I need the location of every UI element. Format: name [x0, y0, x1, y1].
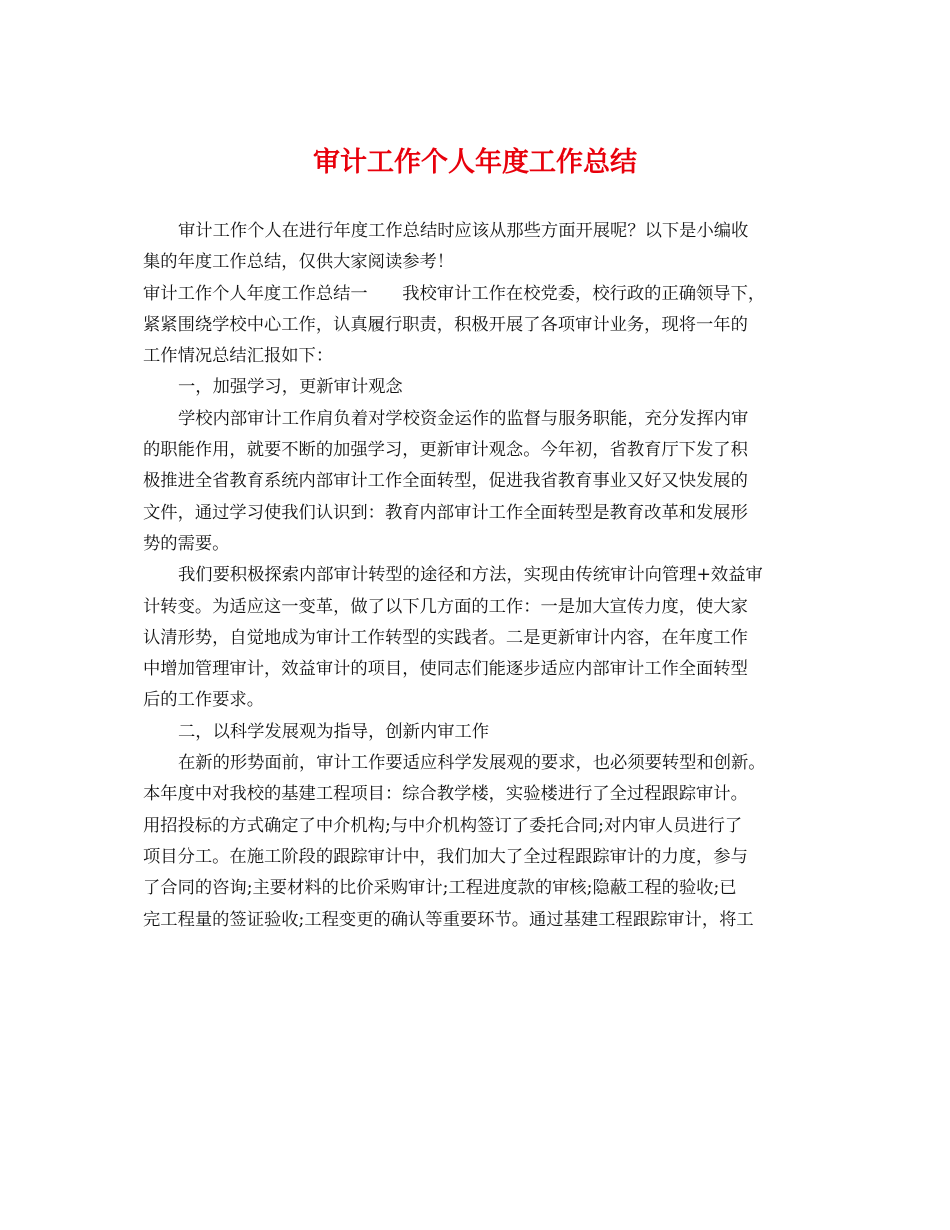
paragraph-line: 用招投标的方式确定了中介机构;与中介机构签订了委托合同;对内审人员进行了	[143, 815, 743, 836]
paragraph-line: 中增加管理审计，效益审计的项目，使同志们能逐步适应内部审计工作全面转型	[143, 659, 748, 680]
paragraph-line: 在新的形势面前，审计工作要适应科学发展观的要求，也必须要转型和创新。	[178, 753, 766, 774]
paragraph-line: 审计工作个人年度工作总结一 我校审计工作在校党委，校行政的正确领导下，	[143, 283, 766, 304]
paragraph-line: 工作情况总结汇报如下：	[143, 346, 334, 367]
document-title: 审计工作个人年度工作总结	[313, 147, 637, 178]
paragraph-line: 势的需要。	[143, 533, 230, 554]
paragraph-line: 了合同的咨询;主要材料的比价采购审计;工程进度款的审核;隐蔽工程的验收;已	[143, 878, 737, 899]
paragraph-line: 后的工作要求。	[143, 690, 264, 711]
section-heading: 二，以科学发展观为指导，创新内审工作	[178, 721, 490, 742]
paragraph-line: 审计工作个人在进行年度工作总结时应该从那些方面开展呢？以下是小编收	[178, 221, 749, 241]
paragraph-line: 我们要积极探索内部审计转型的途径和方法，实现由传统审计向管理+效益审	[178, 565, 763, 586]
paragraph-line: 完工程量的签证验收;工程变更的确认等重要环节。通过基建工程跟踪审计，将工	[143, 909, 754, 930]
document-body	[143, 216, 815, 936]
paragraph-line: 极推进全省教育系统内部审计工作全面转型，促进我省教育事业又好又快发展的	[143, 471, 748, 492]
paragraph-line: 认清形势，自觉地成为审计工作转型的实践者。二是更新审计内容，在年度工作	[143, 627, 748, 648]
paragraph-line: 的职能作用，就要不断的加强学习，更新审计观念。今年初，省教育厅下发了积	[143, 440, 748, 461]
paragraph-line: 紧紧围绕学校中心工作，认真履行职责，积极开展了各项审计业务，现将一年的	[143, 314, 748, 335]
paragraph-line: 计转变。为适应这一变革，做了以下几方面的工作：一是加大宣传力度，使大家	[143, 596, 748, 617]
section-heading: 一，加强学习，更新审计观念	[178, 377, 403, 398]
paragraph-line: 集的年度工作总结，仅供大家阅读参考！	[143, 252, 455, 273]
paragraph-line: 学校内部审计工作肩负着对学校资金运作的监督与服务职能，充分发挥内审	[178, 408, 749, 429]
paragraph-line: 文件，通过学习使我们认识到：教育内部审计工作全面转型是教育改革和发展形	[143, 502, 748, 523]
paragraph-line: 本年度中对我校的基建工程项目：综合教学楼，实验楼进行了全过程跟踪审计。	[143, 784, 748, 805]
paragraph-line: 项目分工。在施工阶段的跟踪审计中，我们加大了全过程跟踪审计的力度，参与	[143, 846, 748, 867]
